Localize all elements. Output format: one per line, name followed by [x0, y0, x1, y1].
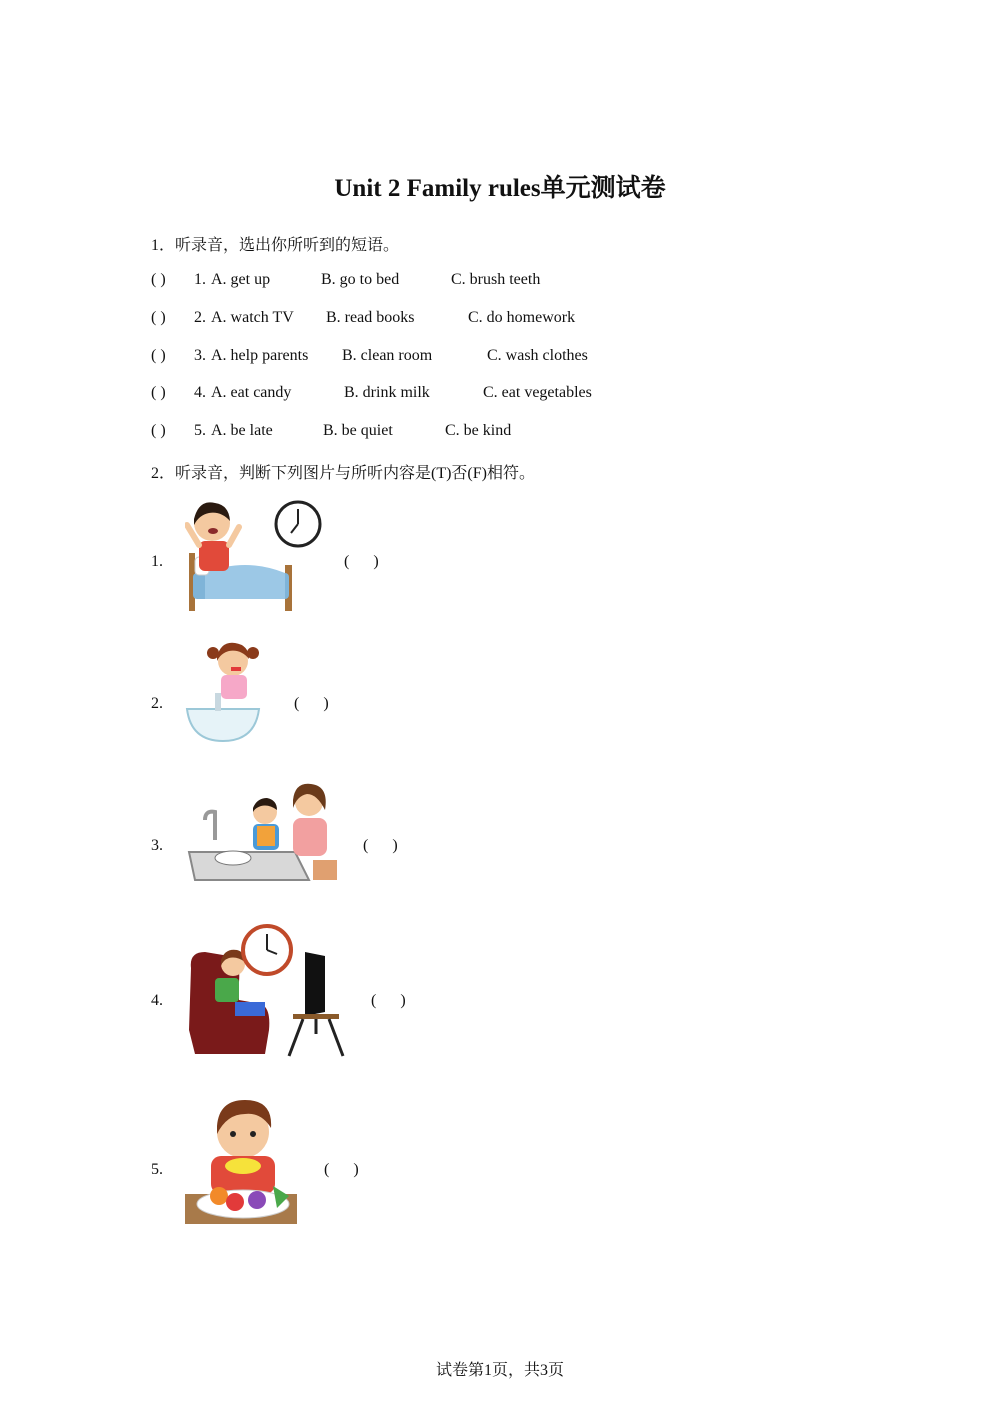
option-c: C. do homework: [468, 309, 576, 326]
option-c: C. be kind: [445, 422, 512, 439]
answer-bracket[interactable]: ( ): [363, 837, 398, 854]
answer-bracket[interactable]: ( ): [151, 422, 166, 439]
option-a: A. watch TV: [211, 309, 294, 326]
option-a: A. get up: [211, 271, 271, 288]
picture-question-4: [151, 922, 851, 1052]
question-row-4: [151, 384, 851, 406]
answer-bracket[interactable]: ( ): [151, 271, 166, 288]
answer-bracket[interactable]: ( ): [324, 1161, 359, 1178]
boy-eating-fruit-illustration: [185, 1094, 299, 1226]
question-number: 4.: [151, 992, 163, 1009]
picture-question-3: [151, 780, 851, 910]
question-number: 3.: [194, 347, 206, 364]
question-row-2: [151, 309, 851, 331]
option-c: C. wash clothes: [487, 347, 588, 364]
option-c: C. brush teeth: [451, 271, 541, 288]
option-a: A. be late: [211, 422, 273, 439]
picture-question-2: [151, 637, 851, 767]
option-a: A. help parents: [211, 347, 309, 364]
option-b: B. drink milk: [344, 384, 430, 401]
option-b: B. go to bed: [321, 271, 400, 288]
boy-watching-tv-illustration: [185, 922, 347, 1058]
question-number: 3.: [151, 837, 163, 854]
girl-brushing-teeth-illustration: [185, 637, 265, 745]
option-b: B. be quiet: [323, 422, 393, 439]
option-b: B. read books: [326, 309, 415, 326]
question-number: 1.: [151, 553, 163, 570]
question-number: 2.: [151, 695, 163, 712]
question-number: 1.: [194, 271, 206, 288]
picture-question-1: [151, 495, 851, 625]
option-a: A. eat candy: [211, 384, 292, 401]
question-number: 4.: [194, 384, 206, 401]
question-row-5: [151, 422, 851, 444]
part2-heading: 2．听录音，判断下列图片与所听内容是(T)否(F)相符。: [151, 465, 535, 482]
answer-bracket[interactable]: ( ): [151, 347, 166, 364]
answer-bracket[interactable]: ( ): [371, 992, 406, 1009]
question-number: 5.: [194, 422, 206, 439]
page-footer: 试卷第1页，共3页: [435, 1362, 564, 1379]
option-b: B. clean room: [342, 347, 433, 364]
page-title: Unit 2 Family rules单元测试卷: [334, 175, 666, 202]
question-row-1: [151, 271, 851, 293]
part1-heading: 1．听录音，选出你所听到的短语。: [151, 237, 400, 254]
picture-question-5: [151, 1094, 851, 1224]
answer-bracket[interactable]: ( ): [151, 309, 166, 326]
option-c: C. eat vegetables: [483, 384, 592, 401]
question-row-3: [151, 347, 851, 369]
answer-bracket[interactable]: ( ): [294, 695, 329, 712]
question-number: 2.: [194, 309, 206, 326]
boy-washing-dishes-illustration: [185, 780, 340, 882]
boy-waking-up-illustration: [185, 495, 325, 615]
question-number: 5.: [151, 1161, 163, 1178]
answer-bracket[interactable]: ( ): [151, 384, 166, 401]
answer-bracket[interactable]: ( ): [344, 553, 379, 570]
